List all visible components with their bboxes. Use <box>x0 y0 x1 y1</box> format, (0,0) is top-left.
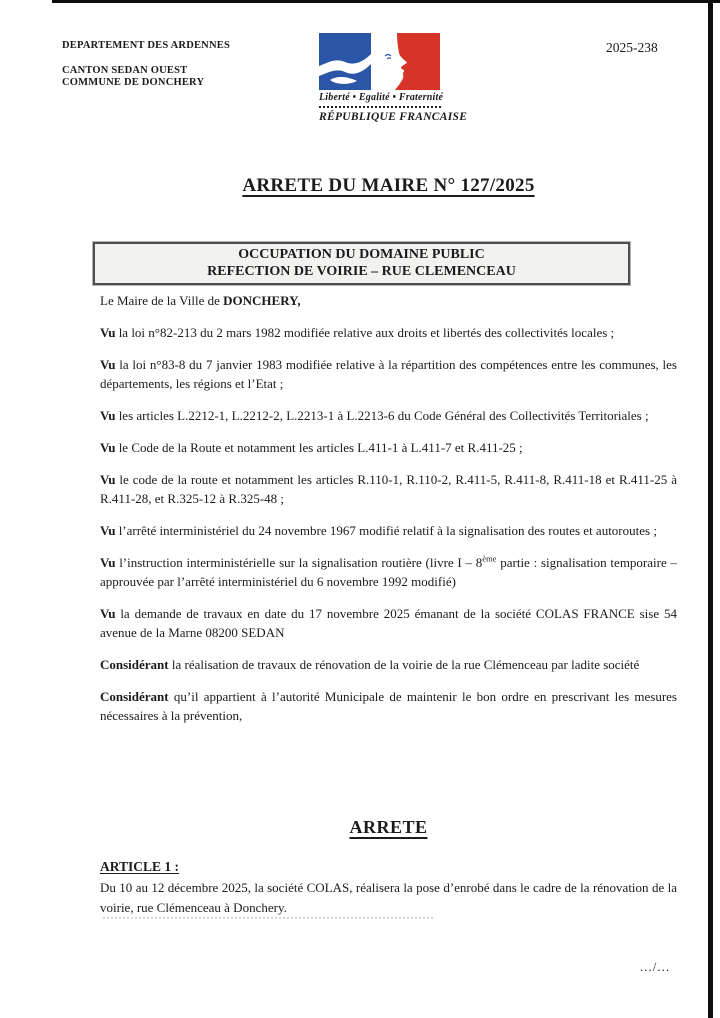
document-number: 2025-238 <box>606 40 658 55</box>
recital-paragraph: Vu l’arrêté interministériel du 24 novembre 1967 modifié relatif à la signalisation des routes et autoroutes ; <box>100 523 657 538</box>
recital-paragraph: Vu le Code de la Route et notamment les articles L.411-1 à L.411-7 et R.411-25 ; <box>100 440 523 455</box>
logo-red-block-profile <box>395 33 440 90</box>
recital-paragraph: Vu les articles L.2212-1, L.2212-2, L.2213-1 à L.2213-6 du Code Général des Collectivités Territoriales ; <box>100 408 649 423</box>
recital-paragraph: Vu la loi n°83-8 du 7 janvier 1983 modifiée relative à la répartition des compétences entre les communes, les départements, les régions et l’Etat ; <box>100 357 677 391</box>
page-continuation-marker: .../... <box>640 959 671 974</box>
republique-francaise-logo <box>319 33 468 123</box>
logo-motto: Liberté • Egalité • Fraternité <box>319 92 444 103</box>
scan-edge-top <box>52 0 720 3</box>
document-title: ARRETE DU MAIRE N° 127/2025 <box>242 175 535 196</box>
logo-bird-mark <box>385 55 391 60</box>
scan-edge-right <box>708 0 713 1018</box>
department-label: DEPARTEMENT DES ARDENNES <box>62 40 230 51</box>
superscript-eme: ème <box>482 553 497 564</box>
recital-paragraph: Considérant la réalisation de travaux de rénovation de la voirie de la rue Clémenceau par ladite société <box>100 657 640 672</box>
subject-line2: REFECTION DE VOIRIE – RUE CLEMENCEAU <box>207 264 516 279</box>
marianne-icon <box>319 33 440 90</box>
intro-commune-bold: DONCHERY, <box>223 293 301 308</box>
issuer-block <box>62 40 230 89</box>
document-body <box>100 291 677 738</box>
recital-paragraph: Vu la demande de travaux en date du 17 novembre 2025 émanant de la société COLAS FRANCE sise 54 avenue de la Marne 08200 SEDAN <box>100 606 677 640</box>
arrete-heading: ARRETE <box>349 817 428 837</box>
recital-paragraph: Vu le code de la route et notamment les articles R.110-1, R.110-2, R.411-5, R.411-8, R.411-18 et R.411-25 à R.411-28, et R.325-12 à R.325-48 ; <box>100 472 677 506</box>
article1-text: Du 10 au 12 décembre 2025, la société COLAS, réalisera la pose d’enrobé dans le cadre de la rénovation de la voirie, rue Clémenceau à Donchery. <box>100 880 677 915</box>
recital-paragraph: Considérant qu’il appartient à l’autorité Municipale de maintenir le bon ordre en prescrivant les mesures nécessaires à la prévention, <box>100 689 677 723</box>
logo-divider <box>319 106 441 108</box>
intro-paragraph <box>100 291 677 310</box>
canton-label: CANTON SEDAN OUEST <box>62 65 188 76</box>
subject-line1: OCCUPATION DU DOMAINE PUBLIC <box>238 247 485 262</box>
article1-label: ARTICLE 1 : <box>100 859 180 874</box>
commune-label: COMMUNE DE DONCHERY <box>62 77 205 88</box>
subject-box <box>93 242 630 285</box>
scan-artifact-line <box>103 917 433 919</box>
intro-text: Le Maire de la Ville de <box>100 293 224 308</box>
recital-paragraph: Vu la loi n°82-213 du 2 mars 1982 modifiée relative aux droits et libertés des collectivités locales ; <box>100 325 615 340</box>
recital-paragraph: Vu l’instruction interministérielle sur la signalisation routière (livre I – 8ème partie : signalisation temporaire – approuvée par l’arrêté interministériel du 6 novembre 1992 modifié) <box>100 553 677 589</box>
logo-republic-label: RÉPUBLIQUE FRANCAISE <box>319 111 468 123</box>
